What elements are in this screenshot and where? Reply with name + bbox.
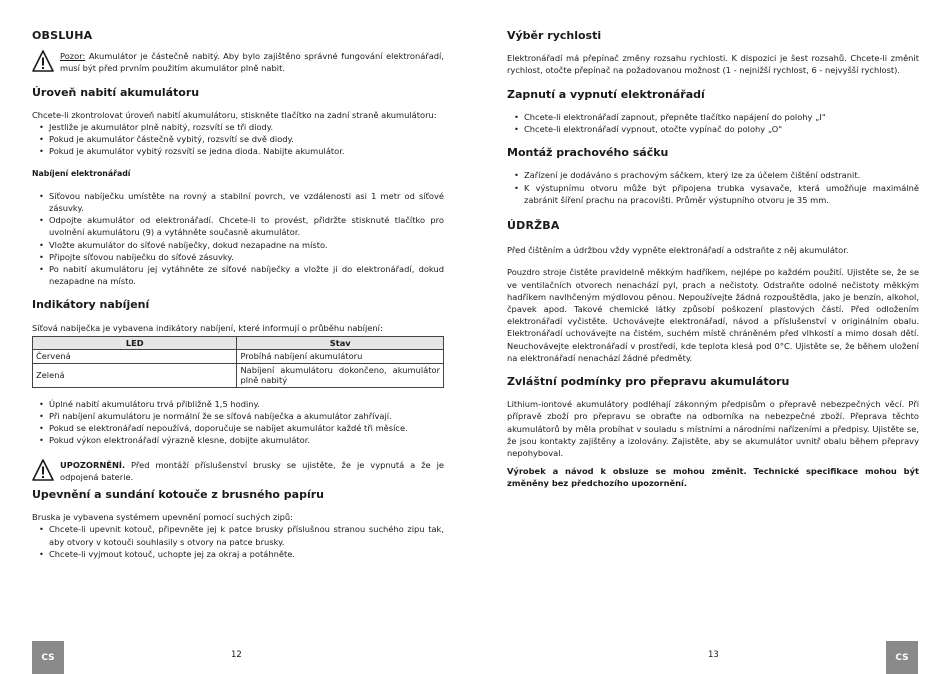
page-number: 13 — [708, 650, 719, 660]
list-item: • Pokud výkon elektronářadí výrazně klesne, dobijte akumulátor. — [39, 434, 444, 446]
list-item: • Zařízení je dodáváno s prachovým sáčkem, který lze za účelem čištění odstranit. — [514, 169, 919, 181]
list-item: • K výstupnímu otvoru může být připojena trubka vysavače, která umožňuje maximálně zabránit šíření prachu na pracovišti. Průměr výstupního otvoru je 35 mm. — [514, 182, 919, 206]
list-item: • Po nabití akumulátoru jej vytáhněte ze síťové nabíječky a vložte ji do elektronářadí, dokud nezapadne na místo. — [39, 263, 444, 287]
table-header-row — [33, 336, 444, 350]
table-row — [33, 363, 444, 387]
warning-icon — [32, 459, 54, 481]
table-header-led: LED — [33, 336, 237, 350]
transport-text: Lithium-iontové akumulátory podléhají zákonným předpisům o přepravě nebezpečných věcí. Při přípravě zboží pro přepravu se obraťte na odborníka na nebezpečné zboží. Přeprava těchto akumulátorů by měla probíhat v souladu s místními a národními nařízeními a předpisy. Ujistěte se, že jsou kontakty zajištěny a izolovány. Zajistěte, aby se akumulátor uvnitř obalu během přepravy nepohyboval. — [507, 399, 919, 459]
list-item: • Úplné nabití akumulátoru trvá přibližně 1,5 hodiny. — [39, 398, 444, 410]
heading-speed: Výběr rychlosti — [507, 29, 602, 42]
warning-lead: UPOZORNĚNÍ. — [60, 459, 126, 470]
table-cell: Červená — [33, 350, 237, 364]
table-row — [33, 350, 444, 364]
warning-text — [60, 50, 444, 74]
heading-mounting: Upevnění a sundání kotouče z brusného papíru — [32, 488, 324, 502]
list-item: • Chcete-li elektronářadí vypnout, otočte vypínač do polohy „O" — [514, 123, 919, 135]
change-notice: Výrobek a návod k obsluze se mohou změnit. Technické specifikace mohou být změněny bez předchozího upozornění. — [507, 466, 919, 489]
heading-charging: Nabíjení elektronářadí — [32, 168, 131, 178]
dust-bag-list — [507, 169, 919, 206]
heading-dust-bag: Montáž prachového sáčku — [507, 146, 669, 160]
page-number: 12 — [231, 650, 242, 660]
list-item: • Pokud je akumulátor částečně vybitý, rozsvítí se dvě diody. — [39, 133, 444, 145]
on-off-list — [507, 111, 919, 135]
list-item: • Pokud se elektronářadí nepoužívá, doporučuje se nabíjet akumulátor každé tři měsíce. — [39, 422, 444, 434]
mounting-intro: Bruska je vybavena systémem upevnění pomocí suchých zipů: — [32, 512, 293, 523]
maintenance-intro: Před čištěním a údržbou vždy vypněte elektronářadí a odstraňte z něj akumulátor. — [507, 245, 849, 256]
left-column — [32, 30, 444, 560]
battery-level-intro: Chcete-li zkontrolovat úroveň nabití akumulátoru, stiskněte tlačítko na zadní straně akumulátoru: — [32, 109, 437, 120]
list-item: • Připojte síťovou nabíječku do síťové zásuvky. — [39, 251, 444, 263]
list-item: • Jestliže je akumulátor plně nabitý, rozsvítí se tři diody. — [39, 121, 444, 133]
language-tab: CS — [886, 641, 918, 674]
charging-list — [32, 190, 444, 288]
right-column — [507, 30, 919, 490]
indicator-table — [32, 336, 444, 388]
list-item: • Při nabíjení akumulátoru je normální že se síťová nabíječka a akumulátor zahřívají. — [39, 410, 444, 422]
heading-transport: Zvláštní podmínky pro přepravu akumulátoru — [507, 375, 790, 389]
warning-body: Před montáží příslušenství brusky se ujistěte, že je vypnutá a že je odpojená baterie. — [60, 459, 444, 482]
right-page — [475, 0, 950, 674]
speed-text: Elektronářadí má přepínač změny rozsahu rychlosti. K dispozici je šest rozsahů. Chcete-li změnit rychlost, otočte přepínač na požadovanou možnost (1 - nejnižší rychlost, 6 - nejvyšší rychlost). — [507, 53, 919, 76]
list-item: • Chcete-li upevnit kotouč, připevněte jej k patce brusky příslušnou stranou suchého zipu tak, aby otvory v kotouči souhlasily s otvory na patce brusky. — [39, 523, 444, 547]
warning-text — [60, 459, 444, 483]
list-item: • Chcete-li elektronářadí zapnout, přepněte tlačítko napájení do polohy „I" — [514, 111, 919, 123]
language-tab: CS — [32, 641, 64, 674]
warning-body: Akumulátor je částečně nabitý. Aby bylo zajištěno správné fungování elektronářadí, musí být před prvním použitím akumulátor plně nabit. — [60, 51, 444, 74]
table-cell: Zelená — [33, 363, 237, 387]
list-item: • Síťovou nabíječku umístěte na rovný a stabilní povrch, ve vzdálenosti asi 1 metr od síťové zásuvky. — [39, 190, 444, 214]
heading-on-off: Zapnutí a vypnutí elektronářadí — [507, 87, 705, 101]
list-item: • Pokud je akumulátor vybitý rozsvítí se jedna dioda. Nabijte akumulátor. — [39, 145, 444, 157]
list-item: • Chcete-li vyjmout kotouč, uchopte jej za okraj a potáhněte. — [39, 548, 444, 560]
warning-notice-accessory — [32, 459, 444, 483]
table-cell: Nabíjení akumulátoru dokončeno, akumulátor plně nabitý — [237, 363, 444, 387]
list-item: • Odpojte akumulátor od elektronářadí. Chcete-li to provést, přidržte stisknuté tlačítko pro uvolnění akumulátoru (9) a vytáhněte současně akumulátor. — [39, 214, 444, 238]
heading-battery-level: Úroveň nabití akumulátoru — [32, 85, 200, 99]
heading-indicators: Indikátory nabíjení — [32, 298, 150, 312]
mounting-list — [32, 523, 444, 560]
table-cell: Probíhá nabíjení akumulátoru — [237, 350, 444, 364]
warning-lead: Pozor: — [60, 51, 86, 62]
warning-notice-battery — [32, 50, 444, 74]
indicators-list — [32, 398, 444, 447]
table-header-status: Stav — [237, 336, 444, 350]
maintenance-text: Pouzdro stroje čistěte pravidelně měkkým hadříkem, nejlépe po každém použití. Ujistěte se, že se ve ventilačních otvorech nenachází pyl, prach a nečistoty. Odstraňte odolné nečistoty měkkým hadříkem navlhčeným mýdlovou pěnou. Nepoužívejte žádná rozpouštědla, jako je benzín, alkohol, čpavek apod. Takové chemické látky způsobí poškození plastových částí. Před odložením elektronářadí vyčistěte. Uchovávejte elektronářadí, návod a příslušenství v originálním obalu. Elektronářadí uchovávejte na čistém, suchém místě chráněném před vlhkostí a mimo dosah dětí. Neuchovávejte elektronářadí v prostředí, kde teplota klesá pod 0°C. Ujistěte se, že během uložení na elektronářadí nenachází žádné předměty. — [507, 267, 919, 363]
section-title-maintenance: ÚDRŽBA — [507, 219, 560, 233]
section-title-obsluha: OBSLUHA — [32, 29, 93, 42]
warning-icon — [32, 50, 54, 72]
list-item: • Vložte akumulátor do síťové nabíječky, dokud nezapadne na místo. — [39, 239, 444, 251]
indicators-intro: Síťová nabíječka je vybavena indikátory nabíjení, které informují o průběhu nabíjení: — [32, 322, 383, 333]
battery-level-list — [32, 121, 444, 158]
